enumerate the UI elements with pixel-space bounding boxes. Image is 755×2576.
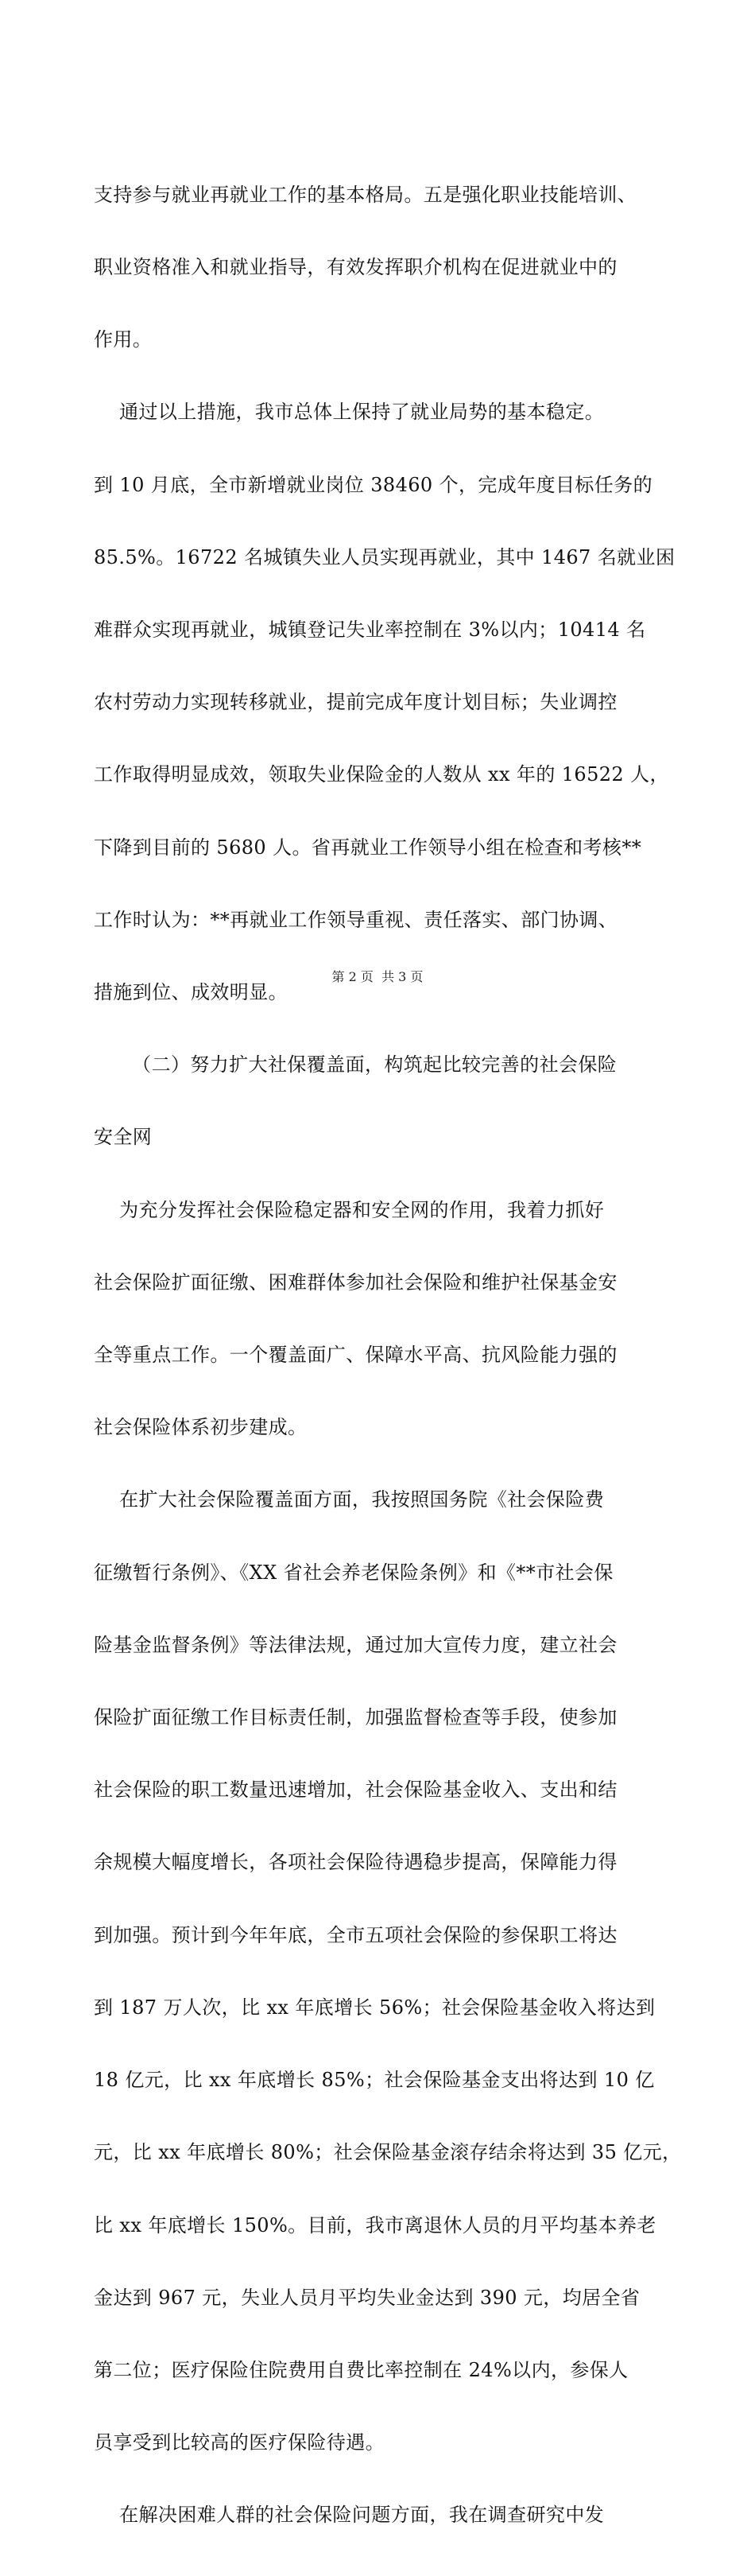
text-line: 到加强。预计到今年年底，全市五项社会保险的参保职工将达 <box>94 1923 618 1946</box>
text-line: 员享受到比较高的医疗保险待遇。 <box>94 2431 385 2454</box>
text-line: 18 亿元，比 xx 年底增长 85%；社会保险基金支出将达到 10 亿 <box>94 2069 655 2092</box>
text-line: 作用。 <box>94 328 153 351</box>
text-line: 元，比 xx 年底增长 80%；社会保险基金滚存结余将达到 35 亿元， <box>94 2141 682 2164</box>
text-line: 全等重点工作。一个覆盖面广、保障水平高、抗风险能力强的 <box>94 1344 618 1367</box>
text-line: 社会保险扩面征缴、困难群体参加社会保险和维护社保基金安 <box>94 1271 618 1294</box>
text-line: 险基金监督条例》等法律法规，通过加大宣传力度，建立社会 <box>94 1633 618 1656</box>
text-line: 支持参与就业再就业工作的基本格局。五是强化职业技能培训、 <box>94 183 637 206</box>
text-line: 通过以上措施，我市总体上保持了就业局势的基本稳定。 <box>94 401 605 424</box>
text-line: 在解决困难人群的社会保险问题方面，我在调查研究中发 <box>94 2504 605 2527</box>
text-line: 征缴暂行条例》、《XX 省社会养老保险条例》和《**市社会保 <box>94 1561 614 1584</box>
text-line: 措施到位、成效明显。 <box>94 981 288 1004</box>
section-heading-line: （二）努力扩大社保覆盖面，构筑起比较完善的社会保险 <box>94 1053 618 1077</box>
text-line: 保险扩面征缴工作目标责任制，加强监督检查等手段，使参加 <box>94 1706 618 1729</box>
text-line: 金达到 967 元，失业人员月平均失业金达到 390 元，均居全省 <box>94 2286 641 2309</box>
text-line: 在扩大社会保险覆盖面方面，我按照国务院《社会保险费 <box>94 1488 605 1511</box>
text-line: 比 xx 年底增长 150%。目前，我市离退休人员的月平均基本养老 <box>94 2213 656 2237</box>
text-line: 到 187 万人次，比 xx 年底增长 56%；社会保险基金收入将达到 <box>94 1996 656 2019</box>
text-line: 社会保险的职工数量迅速增加，社会保险基金收入、支出和结 <box>94 1779 618 1802</box>
text-line: 余规模大幅度增长，各项社会保险待遇稳步提高，保障能力得 <box>94 1851 618 1874</box>
text-line: 为充分发挥社会保险稳定器和安全网的作用，我着力抓好 <box>94 1198 605 1221</box>
text-line: 下降到目前的 5680 人。省再就业工作领导小组在检查和考核** <box>94 836 642 859</box>
text-line: 工作取得明显成效，领取失业保险金的人数从 xx 年的 16522 人， <box>94 763 669 786</box>
text-line: 工作时认为：**再就业工作领导重视、责任落实、部门协调、 <box>94 908 618 931</box>
text-line: 难群众实现再就业，城镇登记失业率控制在 3%以内；10414 名 <box>94 619 646 642</box>
text-line: 到 10 月底，全市新增就业岗位 38460 个，完成年度目标任务的 <box>94 473 653 496</box>
text-line: 社会保险体系初步建成。 <box>94 1416 308 1439</box>
section-heading-line: 安全网 <box>94 1126 153 1149</box>
document-body <box>94 134 682 2576</box>
text-line: 85.5%。16722 名城镇失业人员实现再就业，其中 1467 名就业困 <box>94 545 676 568</box>
text-line: 农村劳动力实现转移就业，提前完成年度计划目标；失业调控 <box>94 691 618 714</box>
page-number-footer: 第 2 页 共 3 页 <box>331 969 424 984</box>
text-line: 职业资格准入和就业指导，有效发挥职介机构在促进就业中的 <box>94 256 618 279</box>
text-line: 第二位；医疗保险住院费用自费比率控制在 24%以内，参保人 <box>94 2358 629 2381</box>
